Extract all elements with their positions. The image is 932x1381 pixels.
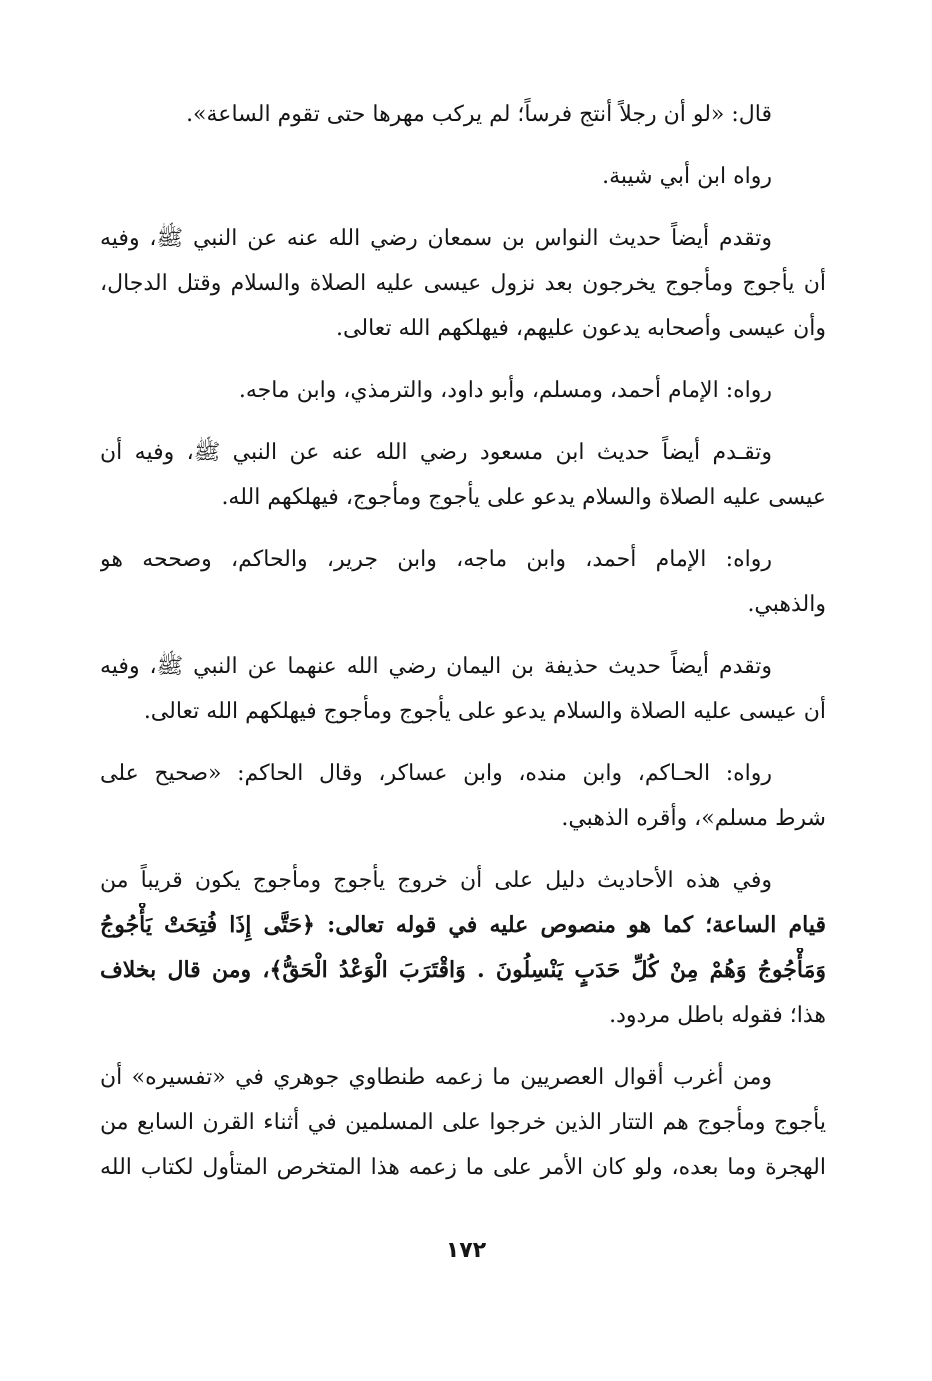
- paragraph: [100, 216, 826, 351]
- paragraph: [100, 537, 826, 627]
- text-line: وَمَأْجُوجُ وَهُمْ مِنْ كُلِّ حَدَبٍ يَنْسِلُونَ . وَاقْتَرَبَ الْوَعْدُ الْحَقُّ﴾، ومن قال بخلاف: [100, 957, 826, 983]
- text-line: وتقدم أيضاً حديث حذيفة بن اليمان رضي الله عنهما عن النبي ﷺ، وفيه: [100, 654, 772, 679]
- text-line: ومن أغرب أقوال العصريين ما زعمه طنطاوي جوهري في «تفسيره» أن: [100, 1065, 772, 1090]
- text-line: أن يأجوج ومأجوج يخرجون بعد نزول عيسى عليه الصلاة والسلام وقتل الدجال،: [100, 271, 826, 296]
- paragraph: [100, 1055, 826, 1190]
- text-line: رواه: الإمام أحمد، وابن ماجه، وابن جرير، والحاكم، وصححه هو: [100, 547, 772, 572]
- text-line: الهجرة وما بعده، ولو كان الأمر على ما زعمه هذا المتخرص المتأول لكتاب الله: [100, 1155, 826, 1180]
- paragraph: [100, 858, 826, 1038]
- text-line: قال: «لو أن رجلاً أنتج فرساً؛ لم يركب مهرها حتى تقوم الساعة».: [186, 102, 772, 127]
- page-number: ١٧٢: [445, 1238, 487, 1263]
- text-line: يأجوج ومأجوج هم التتار الذين خرجوا على المسلمين في أثناء القرن السابع من: [100, 1110, 826, 1135]
- text-line: عيسى عليه الصلاة والسلام يدعو على يأجوج ومأجوج، فيهلكهم الله.: [221, 485, 826, 510]
- paragraph: [100, 368, 826, 413]
- paragraph: [100, 644, 826, 734]
- text-line: رواه ابن أبي شيبة.: [602, 164, 772, 189]
- paragraph: [100, 154, 826, 199]
- page-body: [100, 92, 826, 1190]
- text-line: شرط مسلم»، وأقره الذهبي.: [561, 806, 826, 831]
- paragraph: [100, 430, 826, 520]
- text-line: قيام الساعة؛ كما هو منصوص عليه في قوله تعالى: ﴿حَتَّى إِذَا فُتِحَتْ يَأْجُوجُ: [100, 912, 826, 938]
- text-line: وتقدم أيضاً حديث النواس بن سمعان رضي الله عنه عن النبي ﷺ، وفيه: [100, 226, 772, 251]
- text-line: هذا؛ فقوله باطل مردود.: [609, 1003, 826, 1028]
- paragraph: [100, 751, 826, 841]
- text-line: رواه: الإمام أحمد، ومسلم، وأبو داود، والترمذي، وابن ماجه.: [238, 378, 772, 403]
- text-line: أن عيسى عليه الصلاة والسلام يدعو على يأجوج ومأجوج فيهلكهم الله تعالى.: [143, 699, 826, 724]
- text-line: رواه: الحـاكم، وابن منده، وابن عساكر، وقال الحاكم: «صحيح على: [100, 761, 772, 786]
- text-line: وأن عيسى وأصحابه يدعون عليهم، فيهلكهم الله تعالى.: [336, 316, 826, 341]
- paragraph: [100, 92, 826, 137]
- text-line: والذهبي.: [747, 592, 826, 617]
- text-line: وتقـدم أيضاً حديث ابن مسعود رضي الله عنه عن النبي ﷺ، وفيه أن: [100, 440, 772, 465]
- text-line: وفي هذه الأحاديث دليل على أن خروج يأجوج ومأجوج يكون قريباً من: [100, 868, 772, 893]
